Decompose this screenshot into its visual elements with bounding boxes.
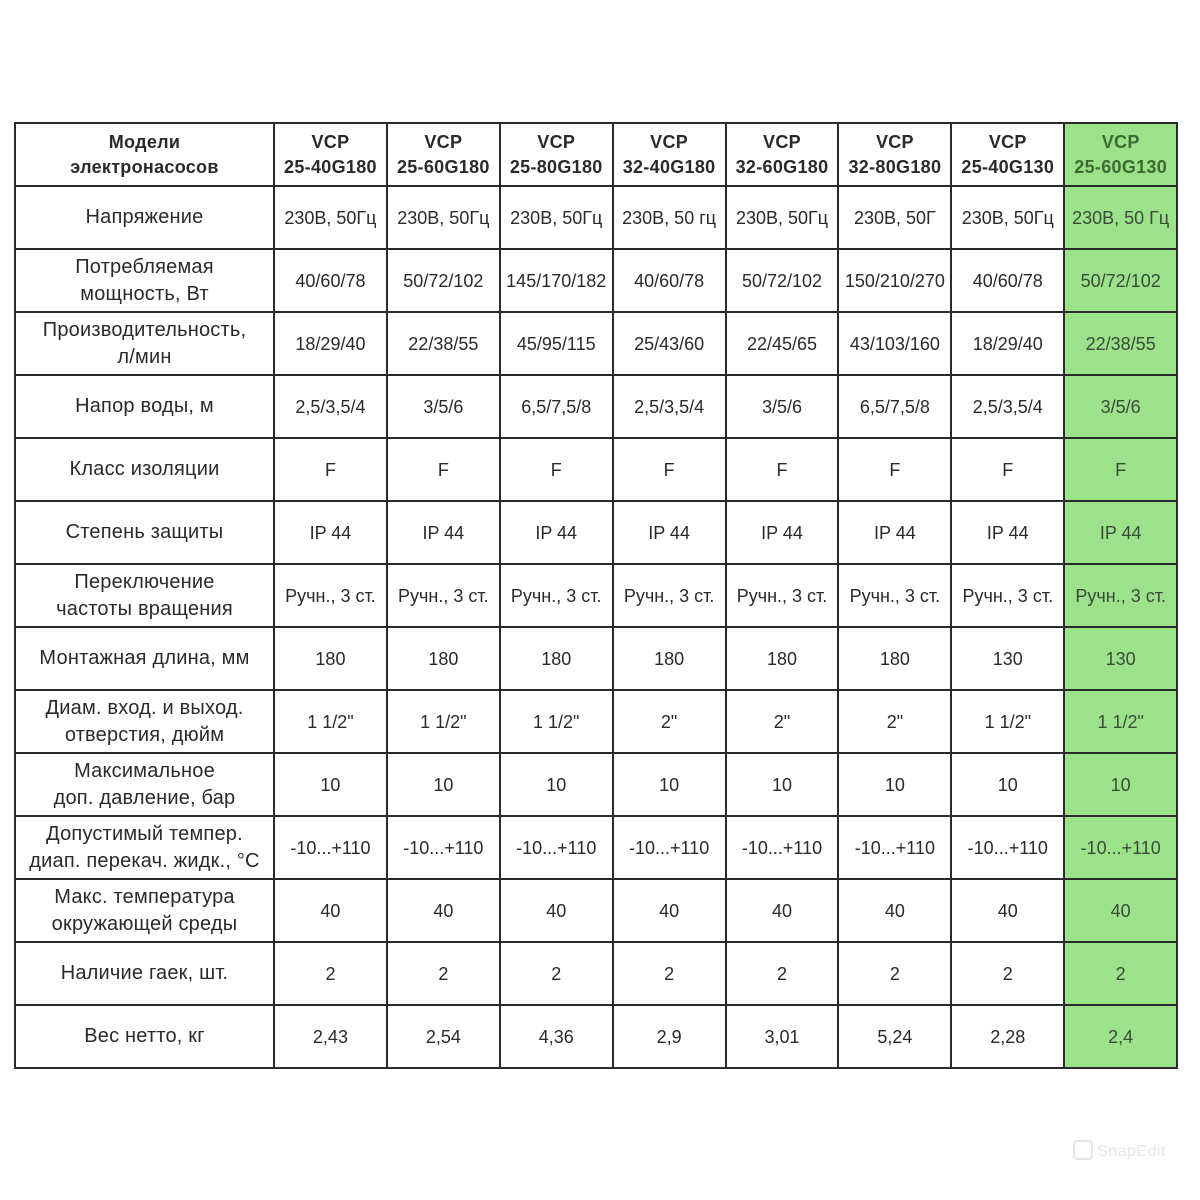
table-cell: 40/60/78 bbox=[613, 249, 726, 312]
table-cell: 2,4 bbox=[1064, 1005, 1177, 1068]
table-cell: Ручн., 3 ст. bbox=[387, 564, 500, 627]
table-cell: 1 1/2" bbox=[387, 690, 500, 753]
table-cell: 150/210/270 bbox=[838, 249, 951, 312]
table-cell: -10...+110 bbox=[500, 816, 613, 879]
table-cell: 2" bbox=[613, 690, 726, 753]
parameter-label: Наличие гаек, шт. bbox=[15, 942, 274, 1005]
table-cell: 1 1/2" bbox=[274, 690, 387, 753]
table-row bbox=[15, 564, 1177, 627]
table-cell: 180 bbox=[726, 627, 839, 690]
parameter-label: Диам. вход. и выход. отверстия, дюйм bbox=[15, 690, 274, 753]
table-cell: 3/5/6 bbox=[387, 375, 500, 438]
table-cell: 10 bbox=[726, 753, 839, 816]
table-cell: 40/60/78 bbox=[274, 249, 387, 312]
model-header bbox=[1064, 123, 1177, 186]
model-header bbox=[951, 123, 1064, 186]
model-code: 32-80G180 bbox=[848, 156, 942, 177]
table-cell: 18/29/40 bbox=[951, 312, 1064, 375]
table-cell: 10 bbox=[613, 753, 726, 816]
table-cell: -10...+110 bbox=[1064, 816, 1177, 879]
model-brand: VCP bbox=[763, 131, 801, 152]
table-cell: 10 bbox=[1064, 753, 1177, 816]
table-cell: 180 bbox=[838, 627, 951, 690]
table-cell: 3/5/6 bbox=[1064, 375, 1177, 438]
table-cell: 230В, 50Г bbox=[838, 186, 951, 249]
table-cell: F bbox=[951, 438, 1064, 501]
table-cell: 2,9 bbox=[613, 1005, 726, 1068]
table-cell: 2 bbox=[1064, 942, 1177, 1005]
table-cell: -10...+110 bbox=[838, 816, 951, 879]
watermark-text: SnapEdit bbox=[1097, 1143, 1166, 1160]
table-cell: 2 bbox=[951, 942, 1064, 1005]
table-cell: 50/72/102 bbox=[726, 249, 839, 312]
table-cell: 230В, 50Гц bbox=[951, 186, 1064, 249]
table-cell: 2,54 bbox=[387, 1005, 500, 1068]
table-cell: 2" bbox=[726, 690, 839, 753]
table-cell: 6,5/7,5/8 bbox=[838, 375, 951, 438]
table-cell: 18/29/40 bbox=[274, 312, 387, 375]
table-cell: 40 bbox=[1064, 879, 1177, 942]
table-row bbox=[15, 375, 1177, 438]
table-cell: 43/103/160 bbox=[838, 312, 951, 375]
header-row bbox=[15, 123, 1177, 186]
table-cell: 22/38/55 bbox=[1064, 312, 1177, 375]
table-cell: 50/72/102 bbox=[1064, 249, 1177, 312]
parameter-label: Вес нетто, кг bbox=[15, 1005, 274, 1068]
table-cell: 2 bbox=[500, 942, 613, 1005]
table-cell: 10 bbox=[838, 753, 951, 816]
table-cell: 230В, 50 гц bbox=[613, 186, 726, 249]
model-header bbox=[500, 123, 613, 186]
table-cell: 25/43/60 bbox=[613, 312, 726, 375]
table-cell: 40 bbox=[613, 879, 726, 942]
table-cell: 5,24 bbox=[838, 1005, 951, 1068]
parameter-label: Напряжение bbox=[15, 186, 274, 249]
parameter-label: Допустимый темпер. диап. перекач. жидк., °С bbox=[15, 816, 274, 879]
model-header bbox=[726, 123, 839, 186]
table-row bbox=[15, 627, 1177, 690]
table-cell: 180 bbox=[613, 627, 726, 690]
snapedit-logo-icon bbox=[1073, 1140, 1093, 1160]
table-cell: 4,36 bbox=[500, 1005, 613, 1068]
table-cell: Ручн., 3 ст. bbox=[500, 564, 613, 627]
table-cell: 130 bbox=[951, 627, 1064, 690]
parameter-label: Переключение частоты вращения bbox=[15, 564, 274, 627]
table-cell: -10...+110 bbox=[274, 816, 387, 879]
table-row bbox=[15, 690, 1177, 753]
table-cell: F bbox=[1064, 438, 1177, 501]
table-cell: F bbox=[613, 438, 726, 501]
model-brand: VCP bbox=[875, 131, 914, 152]
table-row bbox=[15, 438, 1177, 501]
parameter-label: Степень защиты bbox=[15, 501, 274, 564]
table-cell: F bbox=[500, 438, 613, 501]
watermark bbox=[1073, 1140, 1166, 1161]
table-cell: 22/45/65 bbox=[726, 312, 839, 375]
table-cell: 10 bbox=[951, 753, 1064, 816]
parameter-label: Производительность, л/мин bbox=[15, 312, 274, 375]
table-cell: IP 44 bbox=[951, 501, 1064, 564]
table-cell: 2,5/3,5/4 bbox=[274, 375, 387, 438]
table-cell: 40 bbox=[838, 879, 951, 942]
parameter-label: Потребляемая мощность, Вт bbox=[15, 249, 274, 312]
model-code: 25-40G180 bbox=[284, 156, 377, 177]
table-cell: 2 bbox=[726, 942, 839, 1005]
table-cell: F bbox=[274, 438, 387, 501]
table-cell: IP 44 bbox=[500, 501, 613, 564]
table-cell: 180 bbox=[274, 627, 387, 690]
table-cell: 1 1/2" bbox=[500, 690, 613, 753]
table-cell: 2 bbox=[613, 942, 726, 1005]
table-cell: IP 44 bbox=[274, 501, 387, 564]
table-cell: 180 bbox=[500, 627, 613, 690]
model-code: 25-60G130 bbox=[1074, 156, 1168, 177]
table-cell: 2,5/3,5/4 bbox=[613, 375, 726, 438]
table-cell: IP 44 bbox=[838, 501, 951, 564]
table-cell: -10...+110 bbox=[613, 816, 726, 879]
table-row bbox=[15, 501, 1177, 564]
table-cell: 230В, 50Гц bbox=[500, 186, 613, 249]
table-cell: 230В, 50Гц bbox=[387, 186, 500, 249]
table-cell: 10 bbox=[387, 753, 500, 816]
table-cell: Ручн., 3 ст. bbox=[274, 564, 387, 627]
model-code: 32-60G180 bbox=[735, 156, 829, 177]
table-cell: 2 bbox=[387, 942, 500, 1005]
table-cell: -10...+110 bbox=[951, 816, 1064, 879]
table-row bbox=[15, 753, 1177, 816]
table-cell: Ручн., 3 ст. bbox=[726, 564, 839, 627]
table-cell: 130 bbox=[1064, 627, 1177, 690]
table-cell: 230В, 50Гц bbox=[274, 186, 387, 249]
table-row bbox=[15, 1005, 1177, 1068]
table-cell: 10 bbox=[274, 753, 387, 816]
spec-table bbox=[14, 122, 1178, 1069]
table-cell: 2,28 bbox=[951, 1005, 1064, 1068]
model-brand: VCP bbox=[424, 131, 463, 152]
table-cell: 2 bbox=[838, 942, 951, 1005]
table-row bbox=[15, 249, 1177, 312]
table-cell: F bbox=[838, 438, 951, 501]
table-cell: 22/38/55 bbox=[387, 312, 500, 375]
table-cell: 40 bbox=[387, 879, 500, 942]
parameter-label: Класс изоляции bbox=[15, 438, 274, 501]
table-cell: 40 bbox=[726, 879, 839, 942]
table-row bbox=[15, 816, 1177, 879]
table-row bbox=[15, 942, 1177, 1005]
table-cell: 10 bbox=[500, 753, 613, 816]
table-cell: 40 bbox=[500, 879, 613, 942]
table-cell: 230В, 50 Гц bbox=[1064, 186, 1177, 249]
model-brand: VCP bbox=[988, 131, 1027, 152]
table-row bbox=[15, 312, 1177, 375]
table-cell: 1 1/2" bbox=[951, 690, 1064, 753]
table-cell: 2" bbox=[838, 690, 951, 753]
table-cell: IP 44 bbox=[726, 501, 839, 564]
table-row bbox=[15, 879, 1177, 942]
model-code: 25-40G130 bbox=[961, 156, 1055, 177]
model-header bbox=[387, 123, 500, 186]
header-models-label: Модели электронасосов bbox=[15, 123, 274, 186]
table-row bbox=[15, 186, 1177, 249]
table-cell: 40/60/78 bbox=[951, 249, 1064, 312]
table-cell: 50/72/102 bbox=[387, 249, 500, 312]
model-code: 32-40G180 bbox=[622, 156, 716, 177]
model-brand: VCP bbox=[650, 131, 689, 152]
table-cell: 1 1/2" bbox=[1064, 690, 1177, 753]
table-cell: 180 bbox=[387, 627, 500, 690]
table-cell: 6,5/7,5/8 bbox=[500, 375, 613, 438]
model-code: 25-60G180 bbox=[396, 156, 490, 177]
model-header bbox=[838, 123, 951, 186]
table-cell: 230В, 50Гц bbox=[726, 186, 839, 249]
model-brand: VCP bbox=[1101, 131, 1140, 152]
model-code: 25-80G180 bbox=[509, 156, 603, 177]
table-cell: IP 44 bbox=[387, 501, 500, 564]
parameter-label: Напор воды, м bbox=[15, 375, 274, 438]
table-cell: 45/95/115 bbox=[500, 312, 613, 375]
table-cell: F bbox=[387, 438, 500, 501]
table-cell: 2,43 bbox=[274, 1005, 387, 1068]
table-cell: 2 bbox=[274, 942, 387, 1005]
table-cell: 40 bbox=[951, 879, 1064, 942]
table-cell: IP 44 bbox=[1064, 501, 1177, 564]
model-header bbox=[274, 123, 387, 186]
model-brand: VCP bbox=[537, 131, 576, 152]
parameter-label: Монтажная длина, мм bbox=[15, 627, 274, 690]
model-brand: VCP bbox=[311, 131, 350, 152]
table-cell: Ручн., 3 ст. bbox=[613, 564, 726, 627]
table-cell: 3,01 bbox=[726, 1005, 839, 1068]
table-cell: -10...+110 bbox=[726, 816, 839, 879]
table-cell: IP 44 bbox=[613, 501, 726, 564]
table-cell: 2,5/3,5/4 bbox=[951, 375, 1064, 438]
table-cell: F bbox=[726, 438, 839, 501]
table-cell: Ручн., 3 ст. bbox=[1064, 564, 1177, 627]
table-cell: Ручн., 3 ст. bbox=[951, 564, 1064, 627]
table-cell: -10...+110 bbox=[387, 816, 500, 879]
table-cell: Ручн., 3 ст. bbox=[838, 564, 951, 627]
table-cell: 3/5/6 bbox=[726, 375, 839, 438]
table-cell: 145/170/182 bbox=[500, 249, 613, 312]
table-cell: 40 bbox=[274, 879, 387, 942]
parameter-label: Максимальное доп. давление, бар bbox=[15, 753, 274, 816]
model-header bbox=[613, 123, 726, 186]
parameter-label: Макс. температура окружающей среды bbox=[15, 879, 274, 942]
